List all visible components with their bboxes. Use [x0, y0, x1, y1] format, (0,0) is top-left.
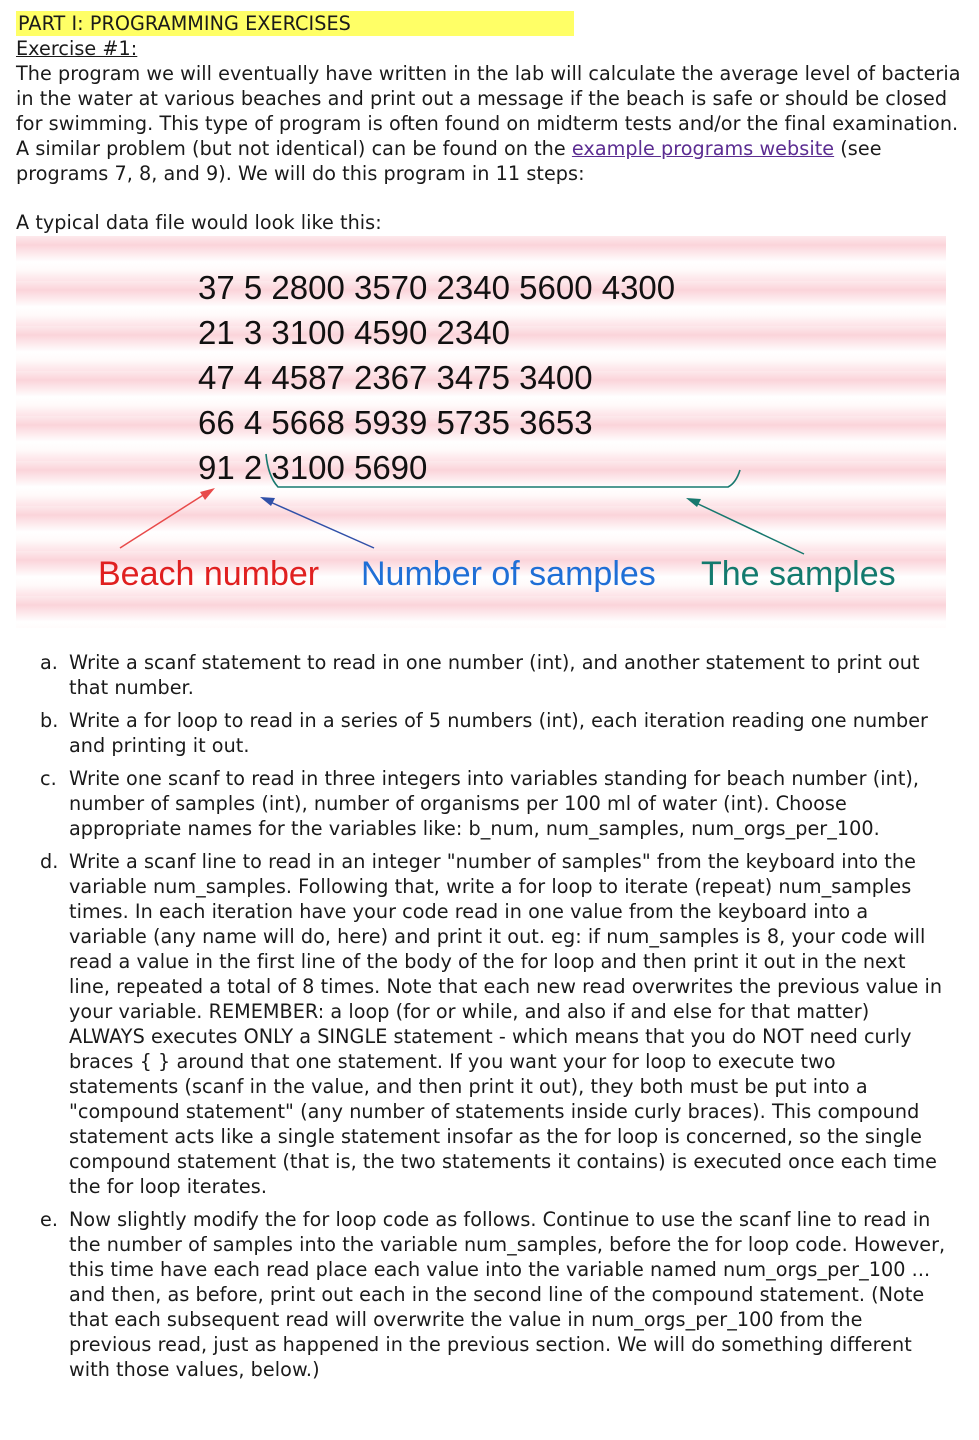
- data-row-2: 21 3 3100 4590 2340: [198, 314, 510, 351]
- step-text: Write a scanf statement to read in one number (int), and another statement to print out that number.: [69, 651, 920, 699]
- section-heading-text: PART I: PROGRAMMING EXERCISES: [18, 12, 351, 35]
- step-text: Write a for loop to read in a series of 5 numbers (int), each iteration reading one number and printing it out.: [69, 709, 928, 757]
- samples-bracket: [266, 454, 740, 487]
- step-text: Write a scanf line to read in an integer "number of samples" from the keyboard into the variable num_samples. Following that, write a for loop to iterate (repeat) num_samples times. In each iteration have your code read in one value from the keyboard into a variable (any name will do, here) and print it out. eg: if num_samples is 8, your code will read a value in the first line of the body of the for loop and then print it out in the next line, repeated a total of 8 times. Note that each new read overwrites the previous value in your variable. REMEMBER: a loop (for or while, and also if and else for that matter) ALWAYS executes ONLY a SINGLE statement - which means that you do NOT need curly braces { } around that one statement. If you want your for loop to execute two statements (scanf in the value, and then print it out), they both must be put into a "compound statement" (any number of statements inside curly braces). This compound statement acts like a single statement insofar as the for loop is concerned, so the single compound statement (that is, the two statements it contains) is executed once each time the for loop iterates.: [69, 850, 943, 1198]
- data-row-3: 47 4 4587 2367 3475 3400: [198, 359, 593, 396]
- step-marker: e.: [40, 1208, 59, 1231]
- beach-number-label: Beach number: [98, 555, 320, 593]
- intro-text-before-link: The program we will eventually have written in the lab will calculate the average level of bacteria in the water at various beaches and print out a message if the beach is safe or should be closed for swimming. This type of program is often found on midterm tests and/or the final examination. A similar problem (but not identical) can be found on the: [16, 62, 961, 160]
- step-item: [40, 1207, 950, 1382]
- step-marker: b.: [40, 709, 59, 732]
- step-marker: d.: [40, 850, 59, 873]
- data-row-5: 91 2 3100 5690: [198, 449, 428, 486]
- number-of-samples-label: Number of samples: [361, 555, 656, 593]
- exercise-steps-list: [40, 650, 950, 1390]
- step-item: [40, 849, 950, 1199]
- data-row-1: 37 5 2800 3570 2340 5600 4300: [198, 269, 676, 306]
- step-item: [40, 650, 950, 700]
- section-heading: [16, 11, 574, 36]
- samples-arrow: [686, 498, 804, 554]
- step-text: Write one scanf to read in three integers into variables standing for beach number (int), number of samples (int), number of organisms per 100 ml of water (int). Choose appropriate names for the variables like: b_num, num_samples, num_orgs_per_100.: [69, 767, 920, 840]
- data-row-4: 66 4 5668 5939 5735 3653: [198, 404, 593, 441]
- step-item: [40, 708, 950, 758]
- exercise-title: Exercise #1:: [16, 37, 138, 60]
- step-marker: c.: [40, 767, 57, 790]
- number-of-samples-arrow: [260, 497, 374, 548]
- step-text: Now slightly modify the for loop code as follows. Continue to use the scanf line to read in the number of samples into the variable num_samples, before the for loop code. However, this time have each read place each value into the variable named num_orgs_per_100 ... and then, as before, print out each in the second line of the compound statement. (Note that each subsequent read will overwrite the value in num_orgs_per_100 from the previous read, just as happened in the previous section. We will do something different with those values, below.): [69, 1208, 946, 1381]
- intro-paragraph: [16, 61, 966, 186]
- step-item: [40, 766, 950, 841]
- example-programs-link[interactable]: example programs website: [571, 137, 835, 160]
- typical-data-caption: A typical data file would look like this:: [16, 211, 382, 234]
- data-file-figure: [16, 236, 946, 628]
- step-marker: a.: [40, 651, 58, 674]
- beach-number-arrow: [120, 488, 215, 548]
- samples-label: The samples: [701, 555, 896, 593]
- intro-text-after-link: (see programs 7, 8, and 9). We will do this program in 11 steps:: [16, 137, 882, 185]
